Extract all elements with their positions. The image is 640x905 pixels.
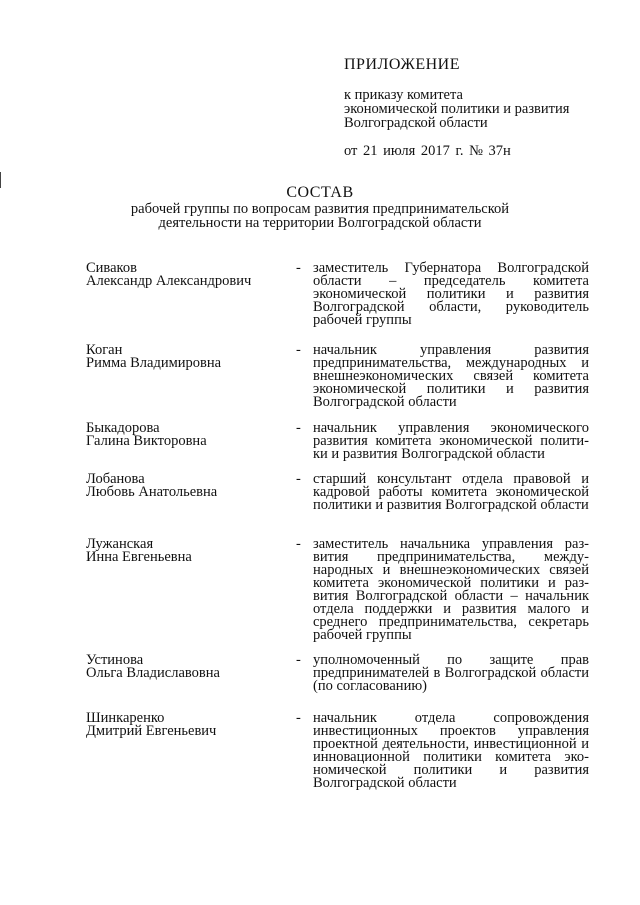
annex-line-2: экономической политики и развития [344,101,570,117]
member-dash: - [296,342,301,358]
member-surname: Лобанова [86,471,145,487]
heading-title: СОСТАВ [286,184,354,201]
member-name [86,712,286,738]
member-dash: - [296,710,301,726]
member-dash: - [296,260,301,276]
member-name [86,473,286,499]
member-role: старший консультант отдела правовой и кадровой работы комитета экономической политики и развития Волгоградской области [313,471,589,513]
heading-line-1: рабочей группы по вопросам развития предпринимательской [130,201,510,217]
member-given-name: Дмитрий Евгеньевич [86,723,217,739]
member-surname: Шинкаренко [86,710,165,726]
member-name [86,262,286,288]
member-name [86,538,286,564]
annex-title: ПРИЛОЖЕНИЕ [344,56,461,73]
member-given-name: Инна Евгеньевна [86,549,192,565]
member-dash: - [296,536,301,552]
annex-block [344,58,624,158]
member-role: начальник управления экономического развития комитета экономической полити-ки и развития Волгоградской области [313,420,589,462]
member-given-name: Римма Владимировна [86,355,222,371]
member-given-name: Любовь Анатольевна [86,484,218,500]
member-given-name: Галина Викторовна [86,433,207,449]
member-role: начальник отдела сопровождения инвестиционных проектов управления проектной деятельности, инвестиционной и инновационной политики комитета эко-номической политики и развития Волгоградской области [313,710,589,791]
member-surname: Быкадорова [86,420,160,436]
member-role: заместитель Губернатора Волгоградской области – председатель комитета экономической политики и развития Волгоградской области, руководитель рабочей группы [313,260,589,328]
scan-edge-mark [0,172,1,188]
member-role: заместитель начальника управления раз-вития предпринимательства, между-народных и внешнеэкономических связей комитета экономической политики и раз-вития Волгоградской области – начальник отдела поддержки и развития малого и среднего предпринимательства, секретарь рабочей группы [313,536,589,643]
annex-line-1: к приказу комитета [344,87,463,103]
member-role: уполномоченный по защите прав предпринимателей в Волгоградской области (по согласованию) [313,652,589,694]
member-dash: - [296,652,301,668]
member-given-name: Ольга Владиславовна [86,665,220,681]
annex-date: от 21 июля 2017 г. № 37н [344,143,511,159]
member-role: начальник управления развития предпринимательства, международных и внешнеэкономических связей комитета экономической политики и развития Волгоградской области [313,342,589,410]
member-name [86,344,286,370]
member-surname: Устинова [86,652,144,668]
member-dash: - [296,471,301,487]
member-name [86,654,286,680]
member-name [86,422,286,448]
document-heading [80,186,560,230]
member-surname: Коган [86,342,123,358]
annex-line-3: Волгоградской области [344,115,488,131]
member-surname: Сиваков [86,260,137,276]
heading-line-2: деятельности на территории Волгоградской области [158,215,482,231]
member-dash: - [296,420,301,436]
member-given-name: Александр Александрович [86,273,252,289]
member-surname: Лужанская [86,536,154,552]
